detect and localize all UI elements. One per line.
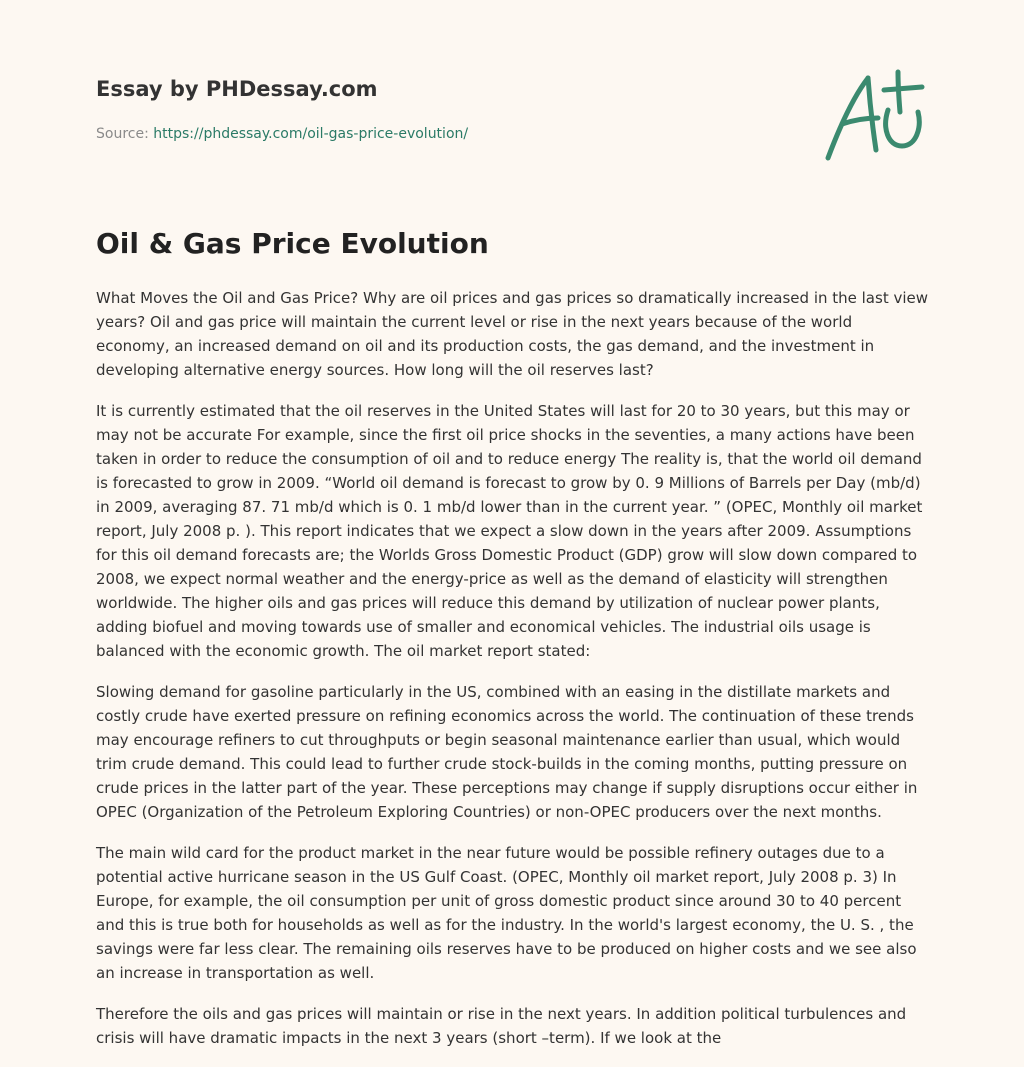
source-link[interactable]: https://phdessay.com/oil-gas-price-evolution/	[153, 126, 469, 142]
source-line	[96, 124, 796, 144]
essay-paragraph: Slowing demand for gasoline particularly in the US, combined with an easing in the distillate markets and costly crude have exerted pressure on refining economics across the world. The continuation of these trends may encourage refiners to cut throughputs or begin seasonal maintenance earlier than usual, which would trim crude demand. This could lead to further crude stock-builds in the coming months, putting pressure on crude prices in the latter part of the year. These perceptions may change if supply disruptions occur either in OPEC (Organization of the Petroleum Exploring Countries) or non-OPEC producers over the next months.	[96, 683, 918, 821]
source-label: Source:	[96, 126, 149, 142]
site-brand: Essay by PHDessay.com	[96, 77, 378, 101]
essay-paragraph: It is currently estimated that the oil reserves in the United States will last for 20 to 30 years, but this may or may not be accurate For example, since the first oil price shocks in the seventies, a many actions have been taken in order to reduce the consumption of oil and to reduce energy The reality is, that the world oil demand is forecasted to grow in 2009. “World oil demand is forecast to grow by 0. 9 Millions of Barrels per Day (mb/d) in 2009, averaging 87. 71 mb/d which is 0. 1 mb/d lower than in the current year. ” (OPEC, Monthly oil market report, July 2008 p. ). This report indicates that we expect a slow down in the years after 2009. Assumptions for this oil demand forecasts are; the Worlds Gross Domestic Product (GDP) grow will slow down compared to 2008, we expect normal weather and the energy-price as well as the demand of elasticity will strengthen worldwide. The higher oils and gas prices will reduce this demand by utilization of nuclear power plants, adding biofuel and moving towards use of smaller and economical vehicles. The industrial oils usage is balanced with the economic growth. The oil market report stated:	[96, 402, 923, 660]
essay-paragraph: Therefore the oils and gas prices will maintain or rise in the next years. In addition political turbulences and crisis will have dramatic impacts in the next 3 years (short –term). If we look at the	[96, 1005, 907, 1047]
essay-paragraph: What Moves the Oil and Gas Price? Why are oil prices and gas prices so dramatically increased in the last view years? Oil and gas price will maintain the current level or rise in the next years because of the world economy, an increased demand on oil and its production costs, the gas demand, and the investment in developing alternative energy sources. How long will the oil reserves last?	[96, 289, 929, 379]
essay-content	[96, 224, 928, 1067]
a-plus-grade-icon	[818, 66, 930, 166]
essay-paragraph: The main wild card for the product market in the near future would be possible refinery outages due to a potential active hurricane season in the US Gulf Coast. (OPEC, Monthly oil market report, July 2008 p. 3) In Europe, for example, the oil consumption per unit of gross domestic product since around 30 to 40 percent and this is true both for households as well as for the industry. In the world's largest economy, the U. S. , the savings were far less clear. The remaining oils reserves have to be produced on higher costs and we see also an increase in transportation as well.	[96, 844, 917, 982]
essay-title: Oil & Gas Price Evolution	[96, 227, 489, 260]
page-header	[96, 74, 796, 144]
